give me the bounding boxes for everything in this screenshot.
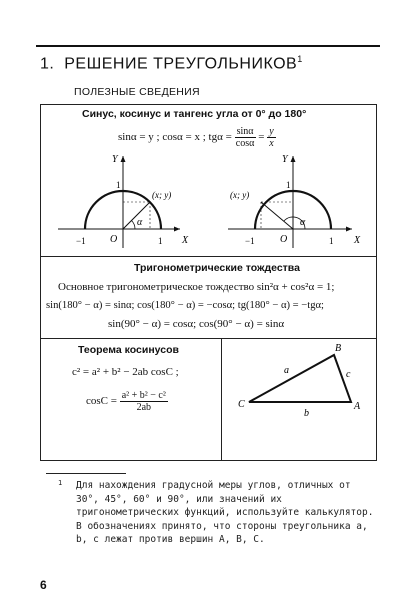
identity-line-1: Основное тригонометрическое тождество sin²α + cos²α = 1;: [58, 281, 335, 293]
vertex-c-label: C: [238, 399, 245, 410]
angle-label: α: [137, 217, 143, 228]
cosine-fraction: $\frac{\text{a² + b² − c²}}{2ab}$: [121, 389, 166, 413]
law-of-cosines-formula: c² = a² + b² − 2ab cosC ;: [72, 366, 179, 378]
side-b-label: b: [304, 408, 309, 419]
tick-one-x: 1: [329, 236, 334, 246]
chapter-footnote-mark: 1: [297, 54, 303, 64]
side-c-label: c: [346, 369, 351, 380]
identity-line-3: sin(90° − α) = cosα; cos(90° − α) = sinα: [108, 318, 285, 330]
chapter-number: 1.: [40, 55, 55, 73]
footnote-rule: [46, 473, 126, 474]
origin-label: O: [110, 234, 118, 245]
law-of-cosines-title: Теорема косинусов: [78, 344, 179, 356]
unit-circle-diagrams: [40, 150, 376, 256]
tick-one-x: 1: [158, 236, 163, 246]
y-axis-label: Y: [282, 154, 288, 165]
tick-one-y: 1: [116, 180, 121, 190]
unit-circle-obtuse: [228, 154, 361, 248]
tick-minus-one: −1: [76, 236, 86, 246]
x-axis-label: X: [182, 235, 189, 246]
identity-line-2: sin(180° − α) = sinα; cos(180° − α) = −cosα; tg(180° − α) = −tgα;: [46, 300, 325, 311]
cosine-formula: cosC = $\frac{\text{a² + b² − c²}}{2ab}$: [86, 389, 166, 413]
chapter-title: РЕШЕНИЕ ТРЕУГОЛЬНИКОВ: [64, 55, 298, 73]
origin-label: O: [280, 234, 288, 245]
page-number: 6: [40, 578, 47, 592]
trig-definitions-formula: sinα = y ; cosα = x ; tgα = $\frac{\sin\alpha}{\cos\alpha}$ = $\frac{y}{x}$: [118, 125, 274, 149]
footnote-mark: 1: [58, 479, 63, 487]
x-axis-label: X: [354, 235, 361, 246]
sin-cos-tg-definition: sinα = y ; cosα = x ; tgα =: [118, 131, 232, 143]
triangle-abc-diagram: [222, 339, 375, 459]
angle-label: α: [300, 217, 306, 228]
tick-one-y: 1: [286, 180, 291, 190]
tg-fraction: $\frac{\sin\alpha}{\cos\alpha}$: [235, 125, 255, 149]
point-label: (x; y): [152, 190, 172, 200]
top-rule: [36, 45, 380, 47]
chapter-heading: [40, 54, 303, 73]
section-subheading: ПОЛЕЗНЫЕ СВЕДЕНИЯ: [74, 86, 200, 98]
trig-identities-title: Тригонометрические тождества: [134, 262, 300, 274]
trig-definitions-title: Синус, косинус и тангенс угла от 0° до 180°: [82, 108, 307, 120]
vertex-b-label: B: [335, 343, 342, 354]
footnote: [46, 479, 376, 547]
tick-minus-one: −1: [245, 236, 255, 246]
section-divider: [40, 256, 377, 257]
side-a-label: a: [284, 365, 289, 376]
footnote-text: Для нахождения градусной меры углов, отличных от 30°, 45°, 60° и 90°, или значений их тригонометрических функций, используйте калькулятор. В обозначениях принято, что стороны треугольника a, b, c лежат против вершин A, B, C.: [76, 480, 374, 545]
point-label: (x; y): [230, 190, 250, 200]
y-over-x-fraction: $\frac{y}{x}$: [269, 125, 274, 149]
unit-circle-acute: [58, 154, 189, 248]
y-axis-label: Y: [112, 154, 118, 165]
vertex-a-label: A: [354, 401, 361, 412]
